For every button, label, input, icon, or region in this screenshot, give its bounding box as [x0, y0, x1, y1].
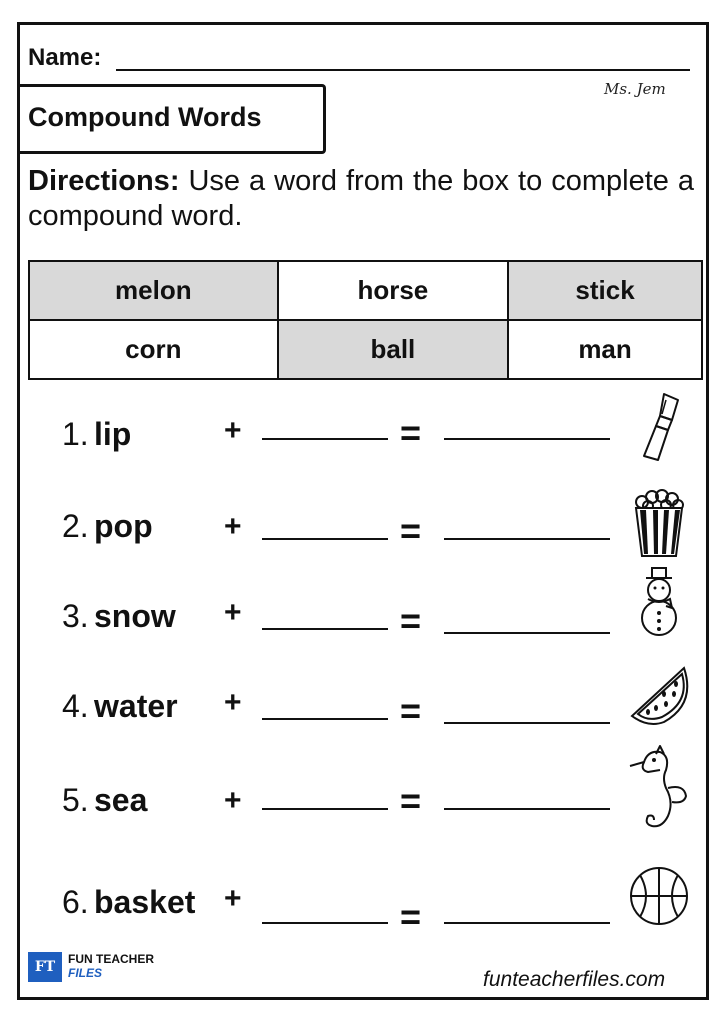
exercise-row	[0, 490, 726, 560]
plus-sign: +	[224, 784, 242, 817]
snowman-icon	[626, 566, 692, 638]
exercise-row	[0, 764, 726, 834]
result-blank[interactable]	[444, 808, 610, 810]
exercise-row	[0, 580, 726, 650]
watermelon-icon	[626, 660, 692, 732]
exercise-row	[0, 866, 726, 936]
exercise-number: 3.	[62, 598, 89, 634]
exercise-number: 1.	[62, 416, 89, 452]
plus-sign: +	[224, 882, 242, 915]
word-box-cell: ball	[278, 320, 508, 379]
exercise-number: 2.	[62, 508, 89, 544]
basketball-icon	[626, 862, 692, 934]
exercise-row	[0, 398, 726, 468]
logo-line2: FILES	[68, 966, 103, 980]
exercise-number: 6.	[62, 884, 89, 920]
word-box	[28, 260, 703, 380]
answer-blank[interactable]	[262, 438, 388, 440]
website-url: funteacherfiles.com	[483, 968, 666, 991]
answer-blank[interactable]	[262, 628, 388, 630]
exercise-number: 5.	[62, 782, 89, 818]
exercise-word: pop	[94, 508, 153, 544]
word-box-cell: man	[508, 320, 702, 379]
word-box-cell: melon	[29, 261, 278, 320]
lipstick-icon	[626, 390, 692, 462]
directions	[28, 164, 694, 234]
equals-sign: =	[400, 690, 422, 731]
name-label: Name:	[28, 44, 102, 71]
plus-sign: +	[224, 686, 242, 719]
exercise-word: lip	[94, 416, 132, 452]
equals-sign: =	[400, 896, 422, 937]
page-title: Compound Words	[28, 102, 262, 132]
directions-text: Use a word from the box to complete a compound word.	[28, 165, 694, 232]
exercise-number: 4.	[62, 688, 89, 724]
equals-sign: =	[400, 412, 422, 453]
result-blank[interactable]	[444, 438, 610, 440]
plus-sign: +	[224, 596, 242, 629]
exercise-word: snow	[94, 598, 176, 634]
word-box-cell: corn	[29, 320, 278, 379]
result-blank[interactable]	[444, 538, 610, 540]
answer-blank[interactable]	[262, 538, 388, 540]
word-box-row	[29, 261, 702, 320]
plus-sign: +	[224, 510, 242, 543]
exercise-word: water	[94, 688, 178, 724]
directions-label: Directions:	[28, 165, 180, 197]
exercise-row	[0, 670, 726, 740]
seahorse-icon	[626, 744, 692, 834]
result-blank[interactable]	[444, 722, 610, 724]
result-blank[interactable]	[444, 632, 610, 634]
equals-sign: =	[400, 600, 422, 641]
answer-blank[interactable]	[262, 808, 388, 810]
answer-blank[interactable]	[262, 718, 388, 720]
answer-blank[interactable]	[262, 922, 388, 924]
signature: Ms. Jem	[604, 80, 666, 98]
exercise-word: sea	[94, 782, 148, 818]
word-box-row	[29, 320, 702, 379]
equals-sign: =	[400, 510, 422, 551]
word-box-cell: horse	[278, 261, 508, 320]
plus-sign: +	[224, 414, 242, 447]
logo-mark: FT	[28, 952, 62, 982]
result-blank[interactable]	[444, 922, 610, 924]
equals-sign: =	[400, 780, 422, 821]
word-box-cell: stick	[508, 261, 702, 320]
exercise-word: basket	[94, 884, 196, 920]
name-input-line[interactable]	[116, 69, 690, 71]
popcorn-icon	[626, 488, 692, 560]
logo-line1: FUN TEACHER	[68, 952, 154, 966]
